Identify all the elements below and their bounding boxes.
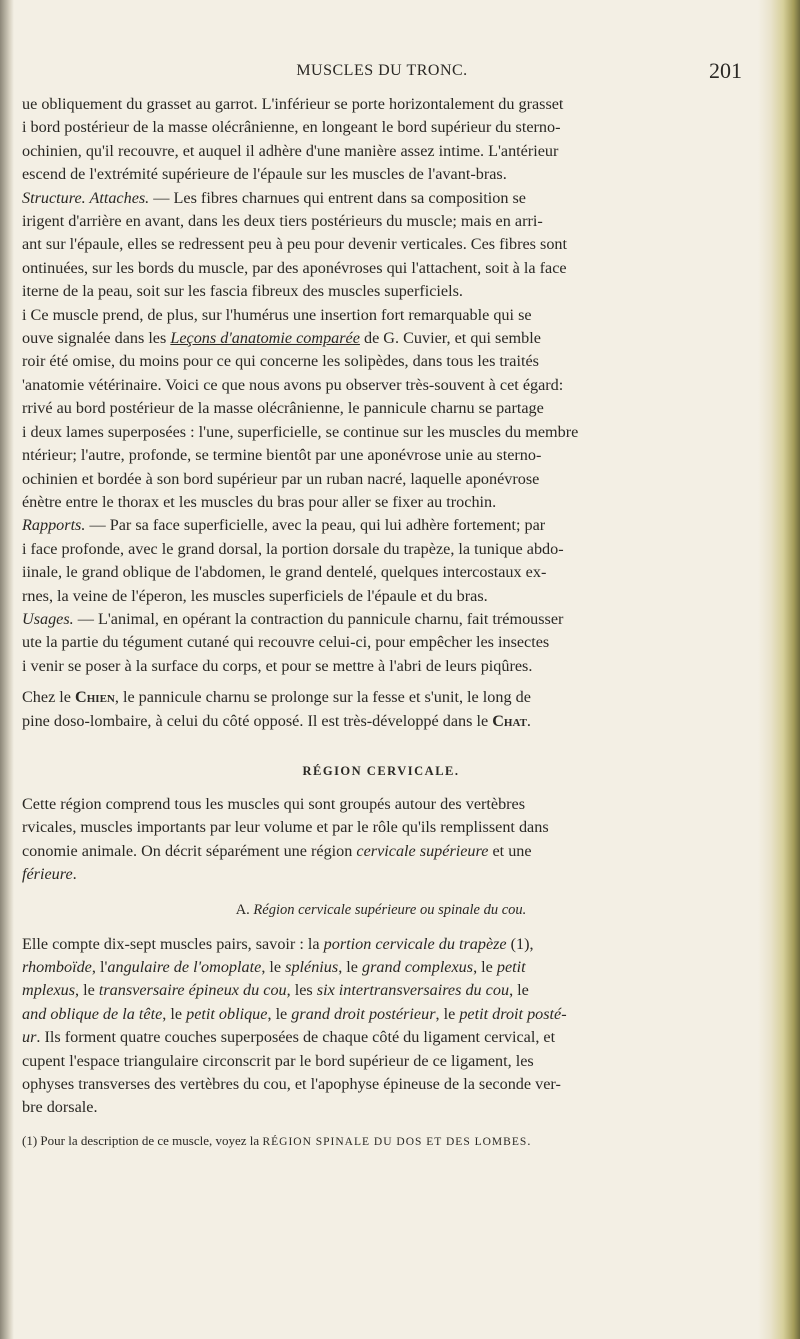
section-heading: RÉGION CERVICALE. — [302, 763, 460, 778]
paragraph-continuation: ue obliquement du grasset au garrot. L'inférieur se porte horizontalement du grasset i bord postérieur de la masse olécrânienne, en longeant le bord supérieur du sterno- ochinien, qu'il recouvre, et auquel il adhère d'une manière assez intime. L'antérieur escend de l'extrémité supérieure de l'épaule sur les muscles de l'avant-bras. — [22, 95, 564, 184]
page-edge — [758, 0, 800, 1339]
paragraph-muscle-list: Elle compte dix-sept muscles pairs, savoir : la portion cervicale du trapèze (1), rhomboïde, l'angulaire de l'omoplate, le splénius, le grand complexus, le petit mplexus, le transversaire épineux du cou, les six intertransversaires du cou, le and oblique de la tête, le petit oblique, le grand droit postérieur, le petit droit posté- ur. Ils forment quatre couches superposées de chaque côté du ligament cervical, et cupent l'espace triangulaire circonscrit par le bord supérieur de ce ligament, les ophyses transverses des vertèbres du cou, et l'apophyse épineuse de la seconde ver- bre dorsale. — [22, 934, 567, 1117]
page-number: 201 — [709, 58, 742, 83]
animal-name: Chien — [75, 688, 115, 707]
page-gutter-shadow — [0, 0, 14, 1339]
paragraph-chien: Chez le Chien, le pannicule charnu se prolonge sur la fesse et s'unit, le long de pine doso-lombaire, à celui du côté opposé. Il est très-développé dans le Chat. — [22, 688, 531, 730]
page-header — [22, 54, 742, 88]
cross-reference: RÉGION SPINALE DU DOS ET DES LOMBES — [262, 1135, 528, 1148]
rapports-title: Rapports. — [22, 516, 86, 535]
usages-title: Usages. — [22, 609, 74, 628]
animal-name: Chat — [492, 711, 527, 730]
paragraph-usages: Usages. — L'animal, en opérant la contraction du pannicule charnu, fait trémousser ute la partie du tégument cutané qui recouvre celui-ci, pour empêcher les insectes i venir se poser à la surface du corps, et pour se mettre à l'abri de leurs piqûres. — [22, 609, 564, 675]
running-head: MUSCLES DU TRONC. — [296, 62, 468, 79]
paragraph-insertion: i Ce muscle prend, de plus, sur l'humérus une insertion fort remarquable qui se ouve signalée dans les Leçons d'anatomie comparée de G. Cuvier, et qui semble roir été omise, du moins pour ce qui concerne les solipèdes, dans tous les traités 'anatomie vétérinaire. Voici ce que nous avons pu observer très-souvent à cet égard: rrivé au bord postérieur de la masse olécrânienne, le pannicule charnu se partage i deux lames superposées : l'une, superficielle, se continue sur les muscles du membre ntérieur; l'autre, profonde, se termine bientôt par une aponévrose unie au sterno- ochinien et bordée à son bord supérieur par un ruban nacré, laquelle aponévrose énètre entre le thorax et les muscles du bras pour aller se fixer au trochin. — [22, 305, 579, 511]
cited-work: Leçons d'anatomie comparée — [170, 329, 360, 348]
footnote: (1) Pour la description de ce muscle, voyez la RÉGION SPINALE DU DOS ET DES LOMBES. — [22, 1132, 531, 1148]
footnote-marker: (1) — [22, 1132, 38, 1148]
structure-title: Structure. Attaches. — [22, 188, 150, 207]
paragraph-region: Cette région comprend tous les muscles qui sont groupés autour des vertèbres rvicales, muscles importants par leur volume et par le rôle qu'ils remplissent dans conomie animale. On décrit séparément une région cervicale supérieure et une férieure. — [22, 794, 549, 884]
paragraph-structure: Structure. Attaches. — Les fibres charnues qui entrent dans sa composition se irigent d'arrière en avant, dans les deux tiers postérieurs du muscle; mais en arri- ant sur l'épaule, elles se redressent peu à peu pour devenir verticales. Ces fibres sont ontinuées, sur les bords du muscle, par des aponévroses qui l'attachent, soit à la face iterne de la peau, soit sur les fascia fibreux des muscles superficiels. — [22, 188, 568, 301]
body-text — [22, 93, 740, 1151]
subsection-heading: A. Région cervicale supérieure ou spinale du cou. — [235, 901, 527, 918]
paragraph-rapports: Rapports. — Par sa face superficielle, avec la peau, qui lui adhère fortement; par i face profonde, avec le grand dorsal, la portion dorsale du trapèze, la tunique abdo- iinale, le grand oblique de l'abdomen, le grand dentelé, quelques intercostaux ex- rnes, la veine de l'éperon, les muscles superficiels de l'épaule et du bras. — [22, 516, 564, 605]
